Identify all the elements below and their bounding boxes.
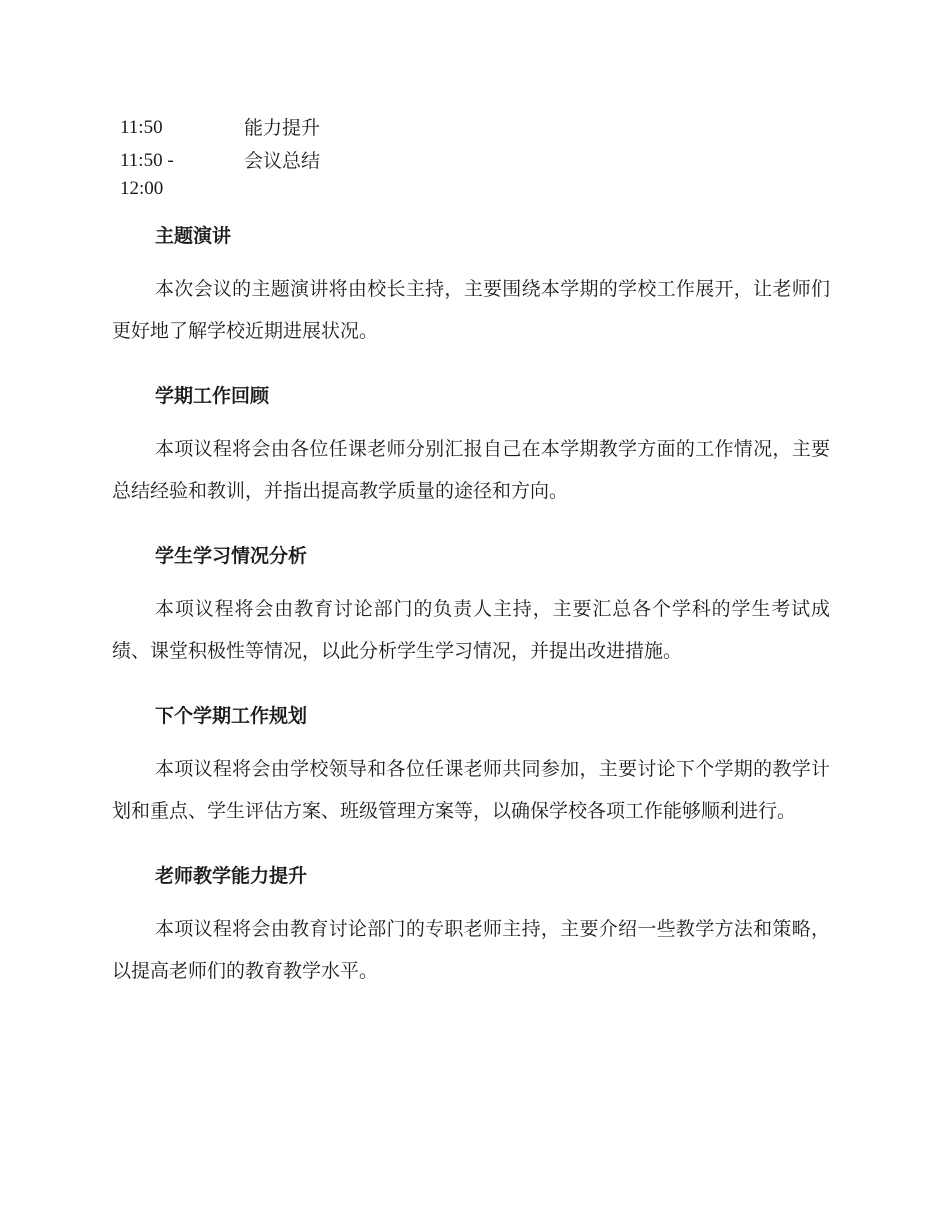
section-heading: 学期工作回顾	[155, 385, 270, 407]
section-heading: 老师教学能力提升	[155, 865, 308, 887]
section-paragraph: 本次会议的主题演讲将由校长主持，主要围绕本学期的学校工作展开，让老师们更好地了解学校近期进展状况。	[112, 278, 830, 342]
section-student-analysis	[112, 540, 830, 672]
schedule-row	[120, 114, 820, 142]
schedule-item: 会议总结	[244, 150, 321, 172]
section-paragraph: 本项议程将会由学校领导和各位任课老师共同参加，主要讨论下个学期的教学计划和重点、学生评估方案、班级管理方案等，以确保学校各项工作能够顺利进行。	[112, 758, 830, 822]
schedule-row	[120, 147, 820, 203]
section-heading: 学生学习情况分析	[155, 545, 308, 567]
section-paragraph: 本项议程将会由教育讨论部门的专职老师主持，主要介绍一些教学方法和策略，以提高老师们的教育教学水平。	[112, 918, 830, 982]
section-heading: 下个学期工作规划	[155, 705, 308, 727]
section-paragraph: 本项议程将会由教育讨论部门的负责人主持，主要汇总各个学科的学生考试成绩、课堂积极性等情况，以此分析学生学习情况，并提出改进措施。	[112, 598, 830, 662]
section-next-semester-plan	[112, 700, 830, 832]
section-teacher-development	[112, 860, 830, 992]
schedule-time: 11:50 - 12:00	[120, 150, 174, 199]
section-keynote	[112, 220, 830, 352]
section-paragraph: 本项议程将会由各位任课老师分别汇报自己在本学期教学方面的工作情况，主要总结经验和教训，并指出提高教学质量的途径和方向。	[112, 438, 830, 502]
schedule-item: 能力提升	[244, 117, 321, 139]
schedule-time: 11:50	[120, 117, 163, 138]
section-heading: 主题演讲	[155, 225, 232, 247]
agenda-schedule-table	[120, 114, 820, 203]
section-semester-review	[112, 380, 830, 512]
agenda-details	[112, 220, 830, 1020]
